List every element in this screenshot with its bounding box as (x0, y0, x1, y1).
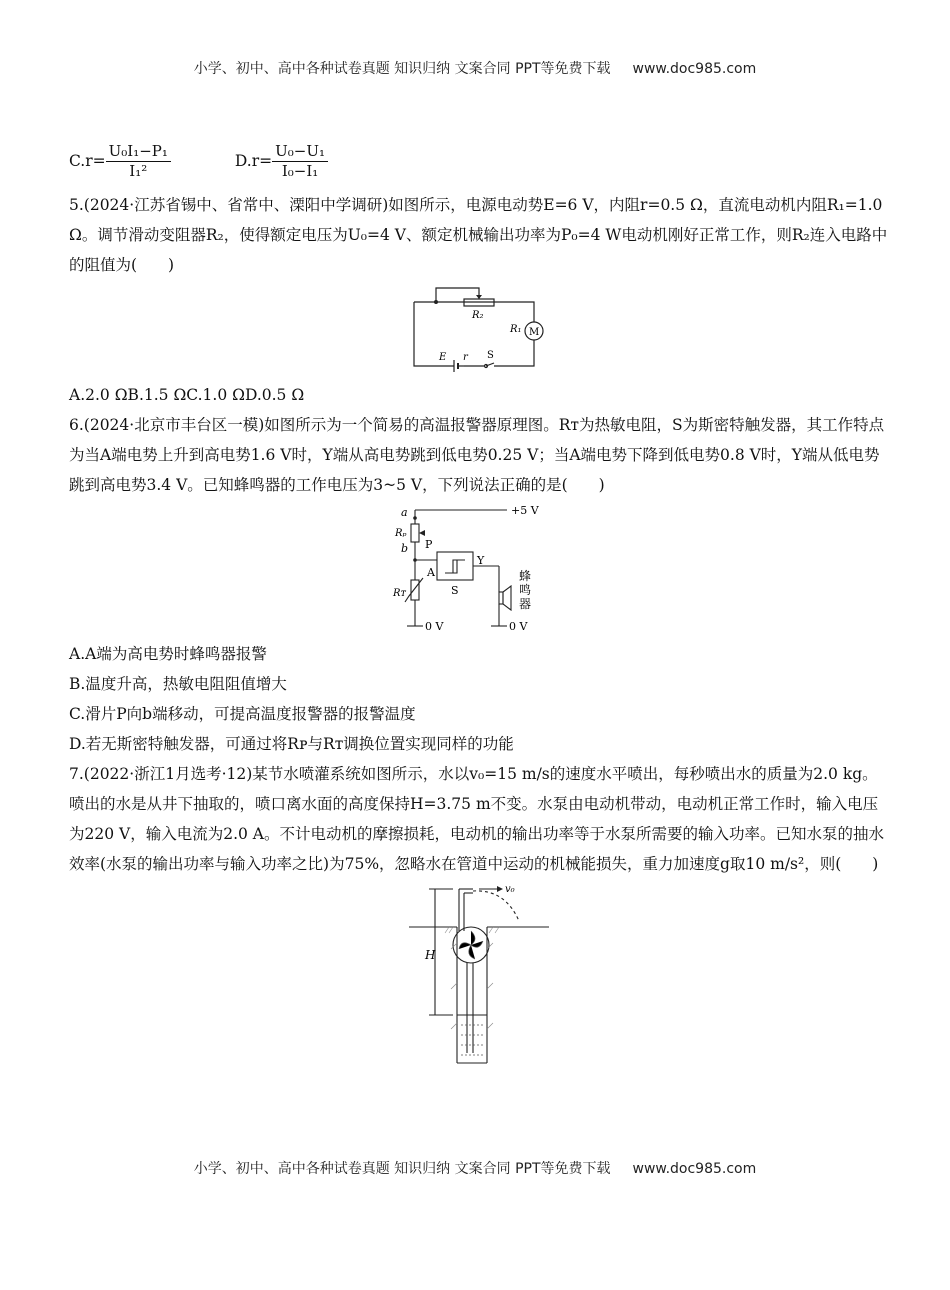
q4-option-c-label: C.r= (69, 152, 106, 170)
q7-fig-v0: v₀ (505, 884, 515, 895)
page-footer (0, 1158, 950, 1178)
q6-fig-p: P (424, 538, 432, 551)
q6-alarm-circuit-figure (387, 502, 572, 637)
q4-option-c-numerator: U₀I₁−P₁ (106, 142, 171, 162)
q5-circuit-figure (404, 284, 554, 376)
q6-fig-b: b (400, 542, 408, 555)
header-url[interactable]: www.doc985.com (632, 61, 757, 77)
q6-option-c: C.滑片P向b端移动，可提高温度报警器的报警温度 (69, 705, 416, 723)
q6-fig-0v-left: 0 V (424, 620, 443, 633)
q6-fig-y-terminal: Y (476, 554, 484, 567)
q7-fig-h: H (425, 948, 436, 962)
q6-fig-buzzer-3: 器 (518, 597, 531, 611)
q6-option-a: A.A端为高电势时蜂鸣器报警 (69, 645, 267, 663)
page-header (0, 58, 950, 78)
q7-stem: 7.(2022·浙江1月选考·12)某节水喷灌系统如图所示，水以v₀=15 m/s的速度水平喷出，每秒喷出水的质量为2.0 kg。喷出的水是从井下抽取的，喷口离水面的高度保持H=3.75 m不变。水泵由电动机带动，电动机正常工作时，输入电压为220 V，输入电流为2.0 A。不计电动机的摩擦损耗，电动机的输出功率等于水泵所需要的输入功率。已知水泵的抽水效率(水泵的输出功率与输入功率之比)为75%，忽略水在管道中运动的机械能损失，重力加速度g取10 m/s²，则( ) (69, 765, 884, 873)
q5-options: A.2.0 ΩB.1.5 ΩC.1.0 ΩD.0.5 Ω (69, 386, 305, 404)
q6-fig-buzzer-1: 蜂 (518, 569, 531, 583)
q4-option-d-fraction (272, 142, 328, 181)
q6-fig-5v: +5 V (510, 504, 539, 517)
q4-option-c-denominator: I₁² (129, 161, 148, 180)
q5-fig-s: S (487, 350, 494, 361)
page-content (69, 132, 889, 1069)
q6-options (69, 639, 889, 759)
q6-fig-rt: Rᴛ (392, 588, 406, 599)
q6-fig-a-terminal: A (426, 566, 435, 579)
q5-fig-motor: M (529, 327, 540, 338)
q6-fig-a: a (400, 506, 408, 519)
q5-stem: 5.(2024·江苏省锡中、省常中、溧阳中学调研)如图所示，电源电动势E=6 V，内阻r=0.5 Ω，直流电动机内阻R₁=1.0 Ω。调节滑动变阻器R₂，使得额定电压为U₀=4 V、额定机械输出功率为P₀=4 W电动机刚好正常工作，则R₂连入电路中的阻值为( ) (69, 196, 888, 274)
q5-fig-r: r (463, 352, 468, 363)
q6-stem: 6.(2024·北京市丰台区一模)如图所示为一个简易的高温报警器原理图。Rᴛ为热敏电阻，S为斯密特触发器，其工作特点为当A端电势上升到高电势1.6 V时，Y端从高电势跳到低电势0.25 V；当A端电势下降到低电势0.8 V时，Y端从低电势跳到高电势3.4 V。已知蜂鸣器的工作电压为3~5 V，下列说法正确的是( ) (69, 416, 885, 494)
q6-option-b: B.温度升高，热敏电阻阻值增大 (69, 675, 287, 693)
q6-fig-buzzer-2: 鸣 (518, 583, 531, 597)
footer-text: 小学、初中、高中各种试卷真题 知识归纳 文案合同 PPT等免费下载 (193, 1161, 611, 1177)
q4-option-d-denominator: I₀−I₁ (281, 161, 319, 180)
q6-fig-s: S (450, 584, 459, 597)
q5-fig-e: E (439, 352, 447, 363)
q7-irrigation-figure (409, 883, 549, 1069)
q4-option-d-numerator: U₀−U₁ (272, 142, 328, 162)
q6-option-d: D.若无斯密特触发器，可通过将Rᴘ与Rᴛ调换位置实现同样的功能 (69, 735, 514, 753)
q5-fig-r1: R₁ (510, 324, 522, 335)
q4-option-c-fraction (106, 142, 171, 181)
footer-url[interactable]: www.doc985.com (632, 1161, 757, 1177)
header-text: 小学、初中、高中各种试卷真题 知识归纳 文案合同 PPT等免费下载 (193, 61, 611, 77)
q4-option-d-label: D.r= (234, 152, 273, 170)
q6-fig-0v-right: 0 V (508, 620, 527, 633)
q4-options-cd (69, 132, 889, 190)
q5-fig-r2: R₂ (472, 310, 484, 321)
q6-fig-rp: Rₚ (394, 528, 407, 539)
